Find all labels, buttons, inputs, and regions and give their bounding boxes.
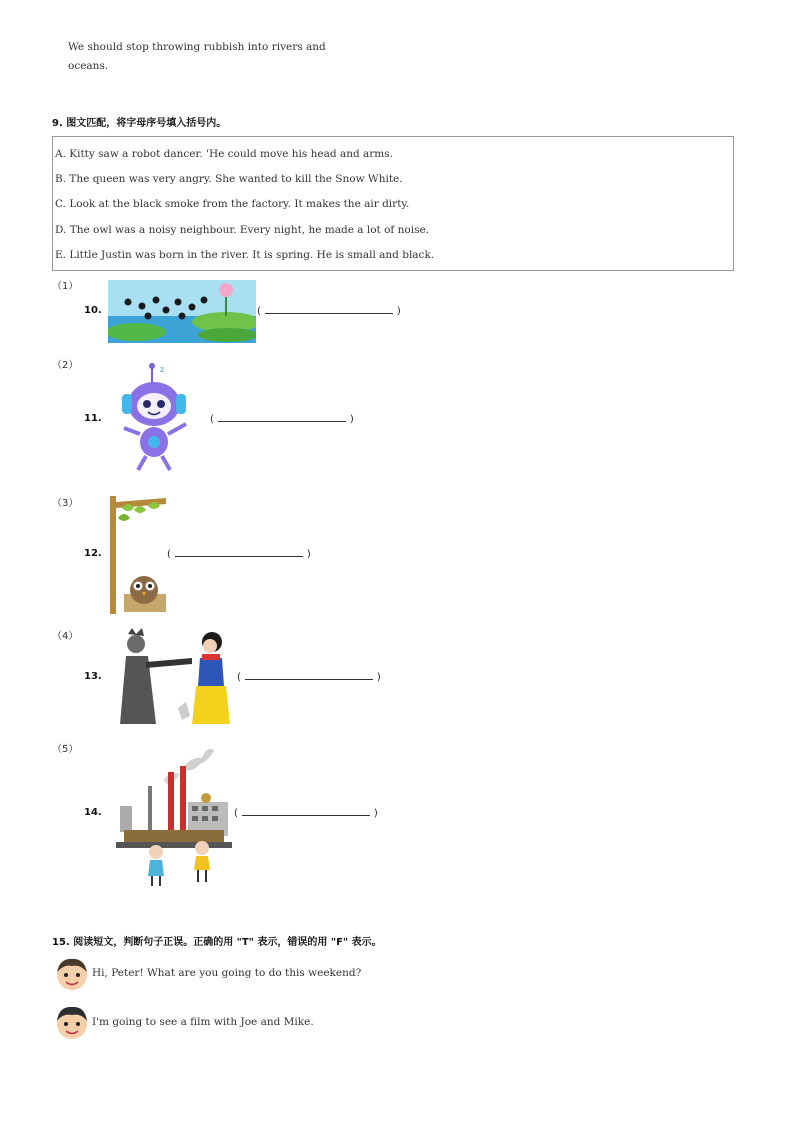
sub-label-1: （1） (52, 281, 79, 292)
boy-avatar-2 (54, 1004, 90, 1042)
blank-line (265, 305, 393, 314)
blank-line (245, 671, 373, 680)
close-paren: ) (396, 306, 401, 317)
owl-tree-image (108, 496, 168, 614)
close-paren: ) (373, 808, 378, 819)
close-paren: ) (376, 672, 381, 683)
option-e: E. Little Justin was born in the river. It is spring. He is small and black. (55, 249, 435, 261)
tadpoles-image (108, 280, 256, 343)
answer-blank-14[interactable] (234, 807, 378, 819)
item-number-11: 11. (84, 413, 102, 424)
sub-label-2: （2） (52, 360, 79, 371)
intro-line-2: oceans. (68, 60, 109, 72)
dialogue-line-1: Hi, Peter! What are you going to do this weekend? (92, 967, 362, 979)
answer-blank-12[interactable] (167, 548, 311, 560)
open-paren: ( (210, 414, 214, 425)
intro-line-1: We should stop throwing rubbish into rivers and (68, 41, 326, 53)
queen-snow-white-image (116, 628, 230, 726)
boy-avatar-1 (54, 956, 90, 992)
option-d: D. The owl was a noisy neighbour. Every night, he made a lot of noise. (55, 224, 430, 236)
close-paren: ) (349, 414, 354, 425)
answer-blank-11[interactable] (210, 413, 354, 425)
factory-image (110, 742, 234, 888)
dialogue-line-2: I'm going to see a film with Joe and Mike. (92, 1016, 314, 1028)
item-number-10: 10. (84, 305, 102, 316)
options-box (52, 136, 734, 271)
sub-label-5: （5） (52, 744, 79, 755)
answer-blank-10[interactable] (257, 305, 401, 317)
option-a: A. Kitty saw a robot dancer. 'He could move his head and arms. (55, 148, 393, 160)
question-15-title: 15. 阅读短文，判断句子正误。正确的用 "T" 表示，错误的用 "F" 表示。 (52, 937, 382, 948)
close-paren: ) (306, 549, 311, 560)
open-paren: ( (167, 549, 171, 560)
open-paren: ( (234, 808, 238, 819)
blank-line (218, 413, 346, 422)
blank-line (175, 548, 303, 557)
item-number-14: 14. (84, 807, 102, 818)
option-c: C. Look at the black smoke from the factory. It makes the air dirty. (55, 198, 410, 210)
robot-image (112, 362, 202, 474)
open-paren: ( (237, 672, 241, 683)
blank-line (242, 807, 370, 816)
answer-blank-13[interactable] (237, 671, 381, 683)
svg-text:z: z (160, 365, 165, 374)
item-number-13: 13. (84, 671, 102, 682)
question-9-title: 9. 图文匹配，将字母序号填入括号内。 (52, 118, 227, 129)
item-number-12: 12. (84, 548, 102, 559)
open-paren: ( (257, 306, 261, 317)
sub-label-3: （3） (52, 498, 79, 509)
sub-label-4: （4） (52, 631, 79, 642)
option-b: B. The queen was very angry. She wanted to kill the Snow White. (55, 173, 403, 185)
